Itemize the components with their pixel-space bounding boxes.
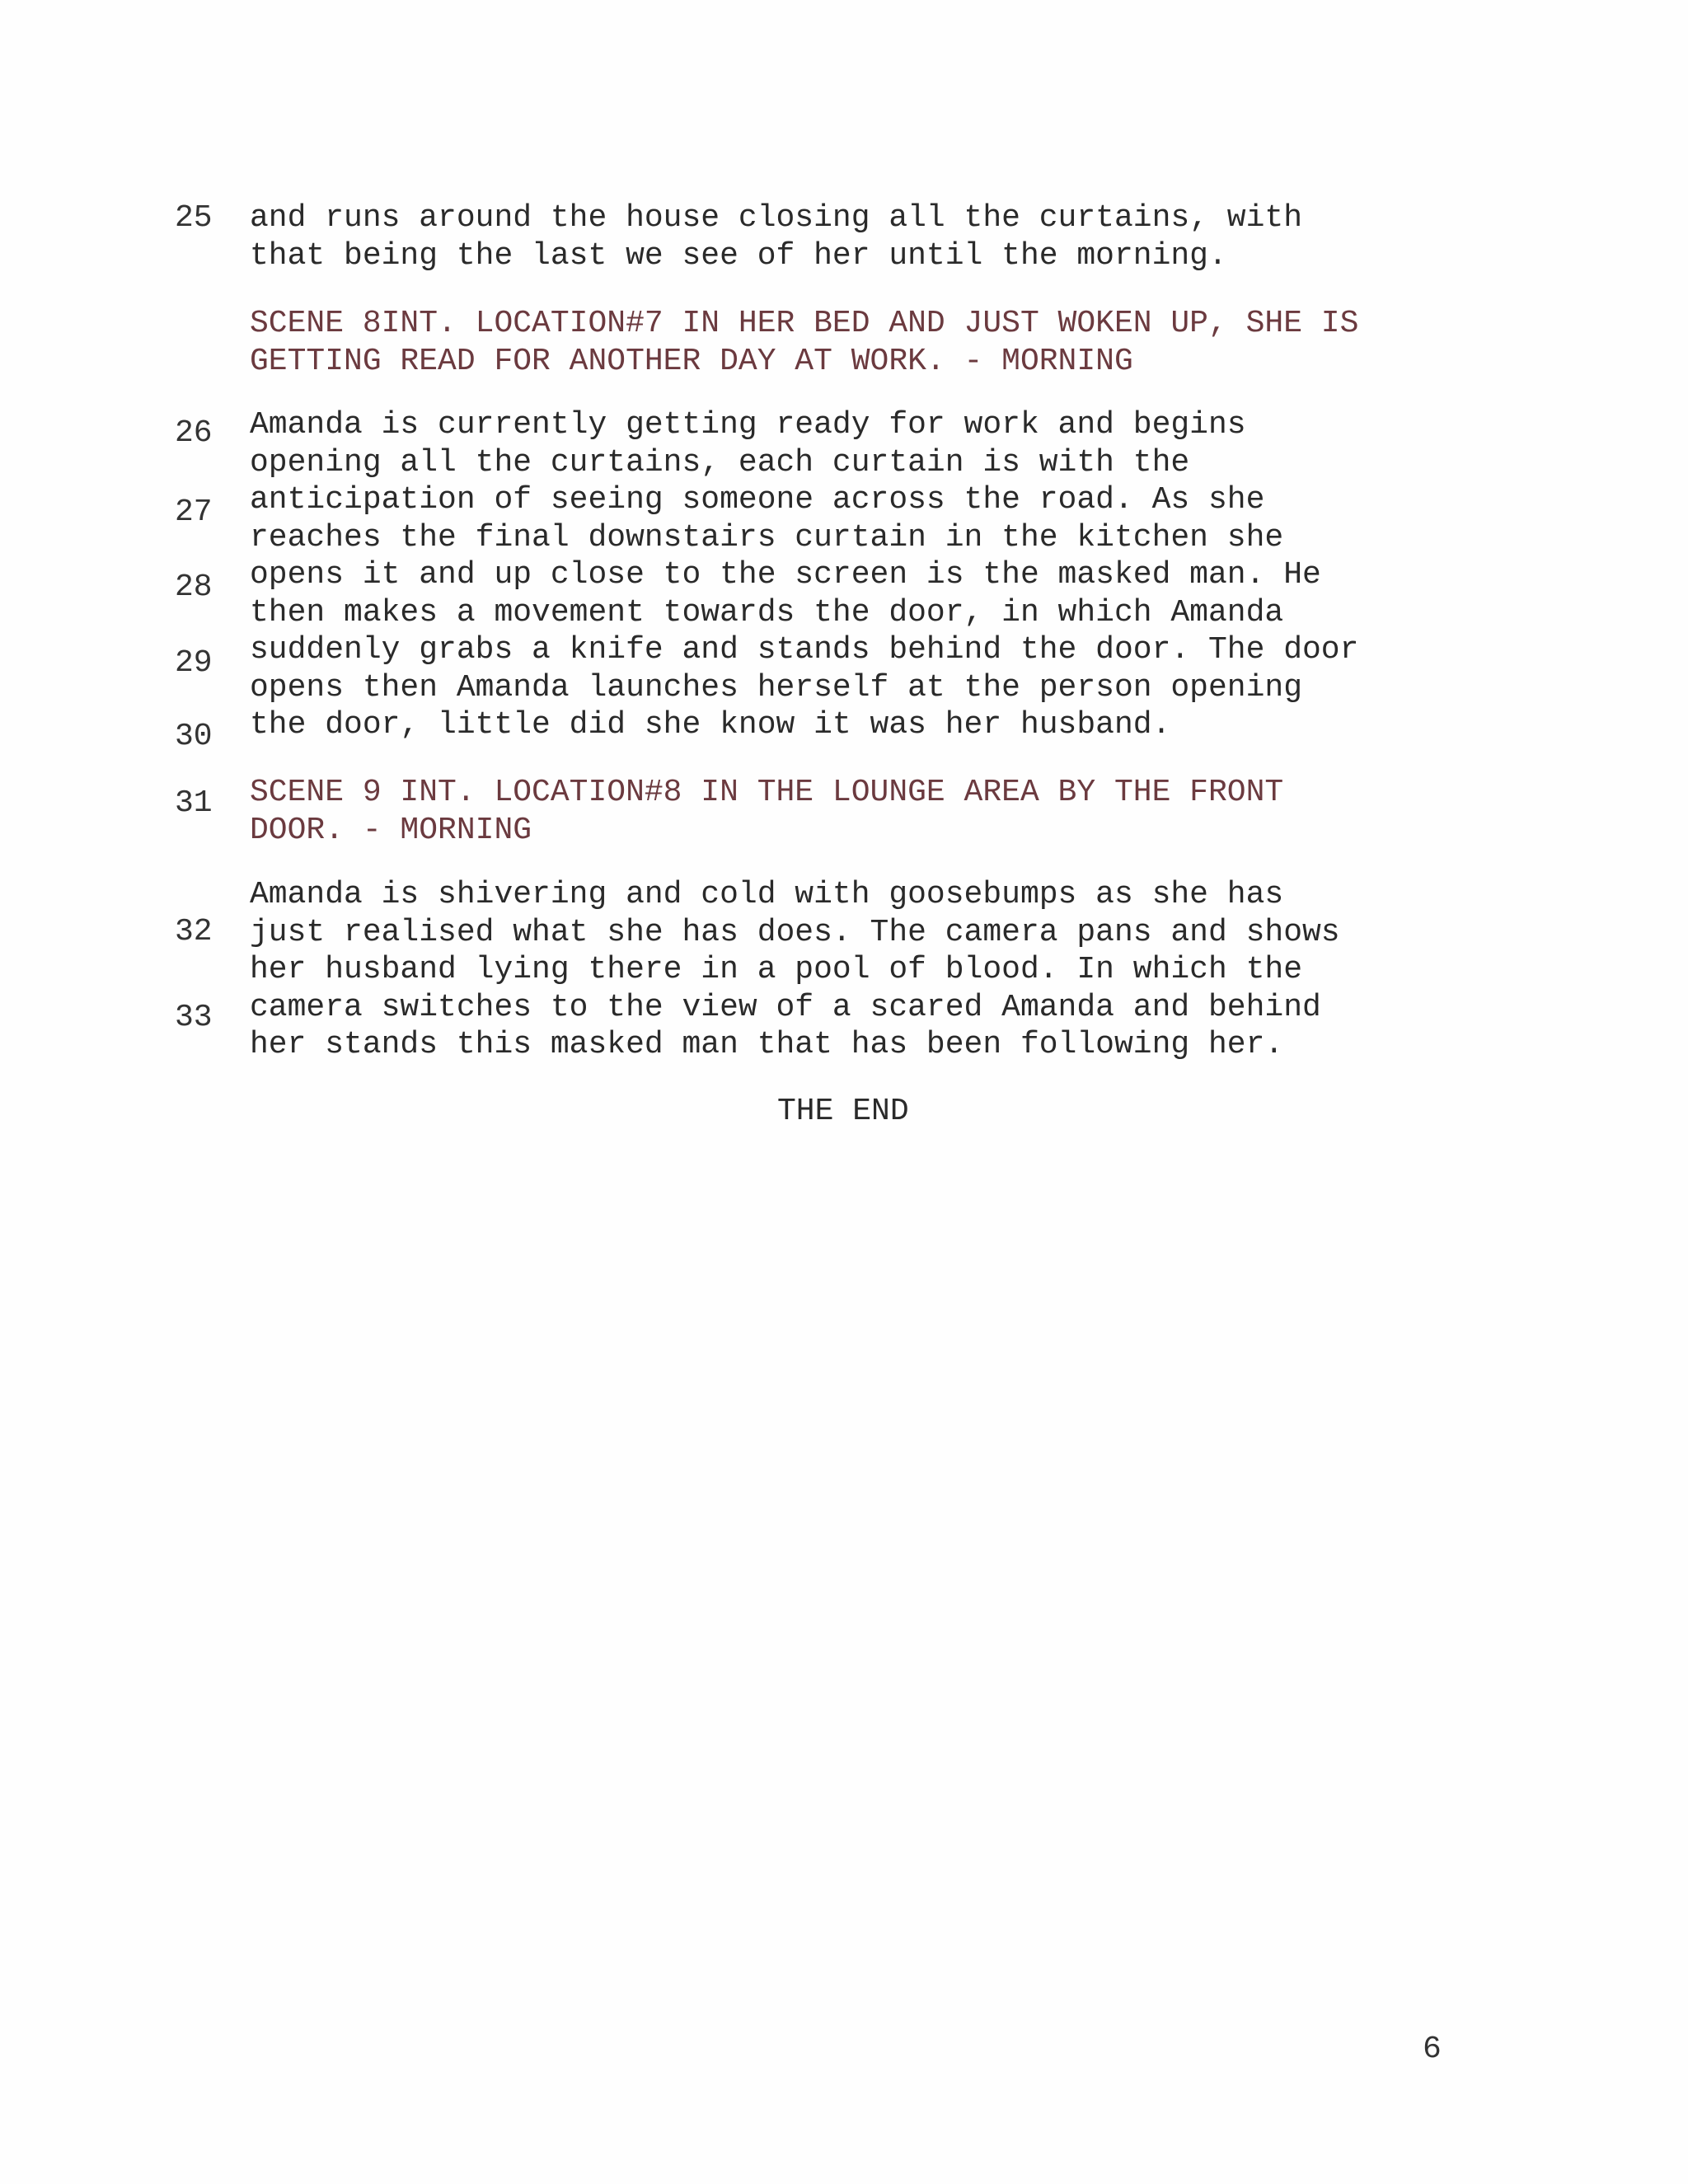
the-end-label: THE END <box>777 1094 909 1129</box>
action-paragraph <box>250 876 1461 1064</box>
line-number: 25 <box>175 200 213 236</box>
action-paragraph <box>250 199 1461 274</box>
text-line: SCENE 8INT. LOCATION#7 IN HER BED AND JUST WOKEN UP, SHE IS <box>250 306 1359 341</box>
line-number: 32 <box>175 914 213 949</box>
text-line: her husband lying there in a pool of blood. In which the <box>250 952 1303 987</box>
line-number: 26 <box>175 415 213 451</box>
text-line: DOOR. - MORNING <box>250 812 532 848</box>
line-number: 27 <box>175 494 213 530</box>
line-number: 29 <box>175 645 213 681</box>
text-line: SCENE 9 INT. LOCATION#8 IN THE LOUNGE AREA BY THE FRONT <box>250 775 1284 810</box>
text-line: Amanda is shivering and cold with goosebumps as she has <box>250 877 1284 912</box>
text-line: anticipation of seeing someone across the road. As she <box>250 482 1265 518</box>
text-line: opens then Amanda launches herself at the person opening <box>250 669 1303 705</box>
scene-heading <box>250 774 1461 849</box>
text-line: that being the last we see of her until the morning. <box>250 237 1227 274</box>
action-paragraph <box>250 406 1461 744</box>
text-line: then makes a movement towards the door, in which Amanda <box>250 594 1284 630</box>
line-number: 30 <box>175 719 213 754</box>
line-number: 33 <box>175 1000 213 1035</box>
text-line: reaches the final downstairs curtain in the kitchen she <box>250 519 1284 555</box>
scene-heading <box>250 305 1461 380</box>
text-line: just realised what she has does. The camera pans and shows <box>250 914 1340 950</box>
text-line: opening all the curtains, each curtain is with the <box>250 444 1190 480</box>
page-number: 6 <box>1423 2032 1442 2067</box>
text-line: suddenly grabs a knife and stands behind the door. The door <box>250 632 1359 668</box>
text-line: GETTING READ FOR ANOTHER DAY AT WORK. - MORNING <box>250 343 1133 379</box>
line-number: 28 <box>175 569 213 605</box>
text-line: her stands this masked man that has been following her. <box>250 1027 1284 1062</box>
text-line: opens it and up close to the screen is the masked man. He <box>250 557 1321 593</box>
line-number: 31 <box>175 785 213 821</box>
text-line: camera switches to the view of a scared Amanda and behind <box>250 989 1321 1025</box>
text-line: and runs around the house closing all the curtains, with <box>250 200 1303 236</box>
text-line: Amanda is currently getting ready for work and begins <box>250 407 1246 443</box>
text-line: the door, little did she know it was her husband. <box>250 707 1171 743</box>
